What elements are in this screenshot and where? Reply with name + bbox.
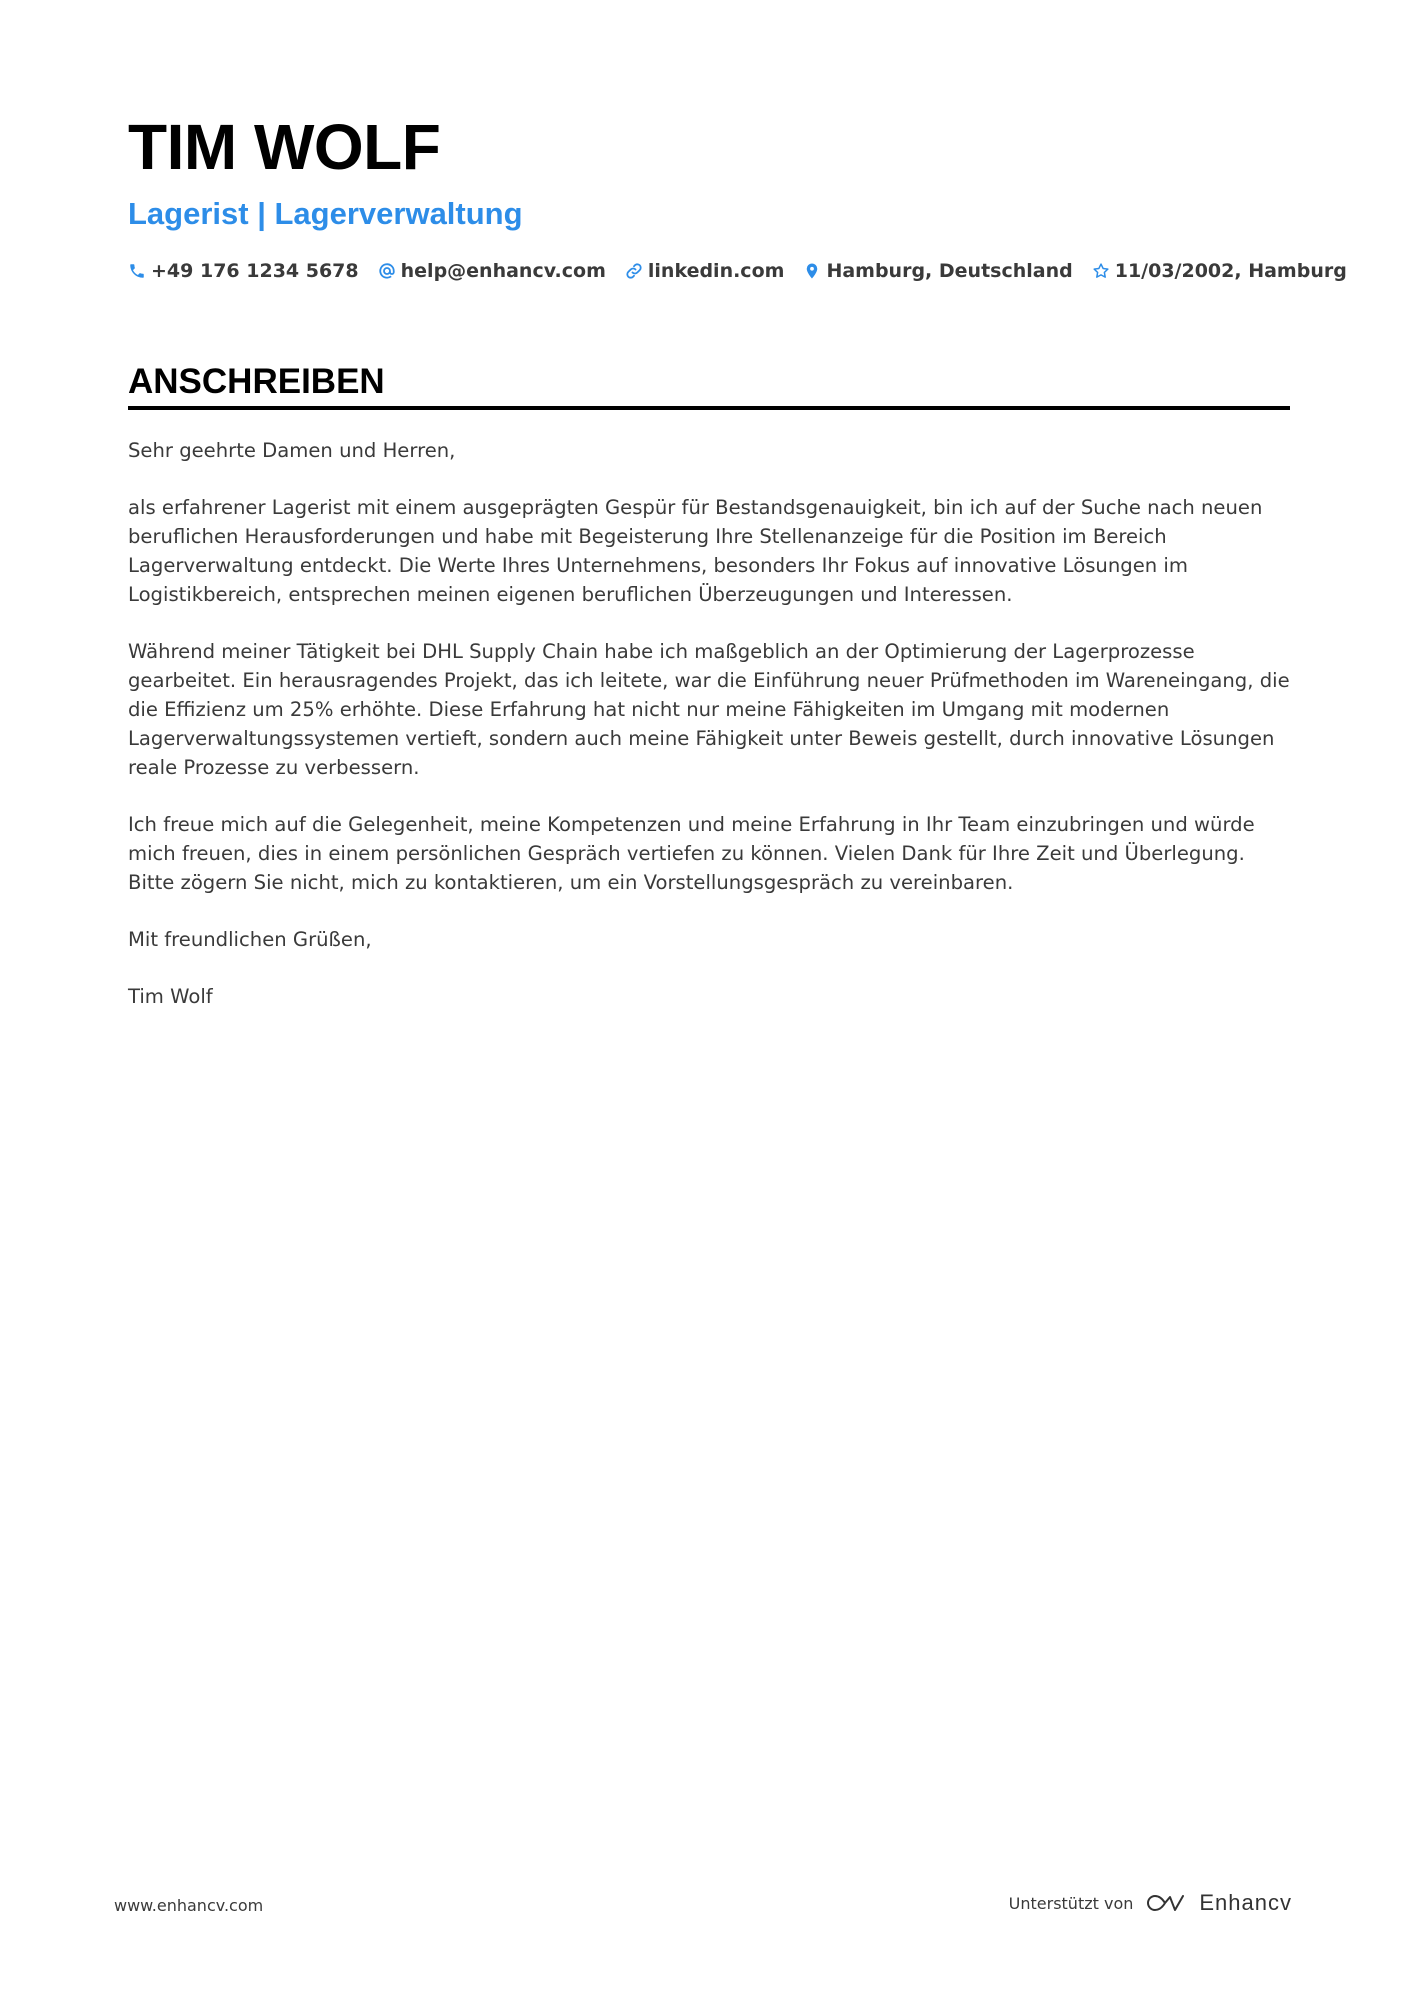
letter-paragraph: als erfahrener Lagerist mit einem ausgeprägten Gespür für Bestandsgenauigkeit, bin ich auf der Suche nach neuen beruflichen Herausforderungen und habe mit Begeisterung Ihre Stellenanzeige für die Position im Bereich Lagerverwaltung entdeckt. Die Werte Ihres Unternehmens, besonders Ihr Fokus auf innovative Lösungen im Logistikbereich, entsprechen meinen eigenen beruflichen Überzeugungen und Interessen.	[128, 496, 1263, 606]
enhancv-logo-icon	[1145, 1891, 1191, 1915]
contact-bar	[128, 260, 1347, 282]
contact-email-text: help@enhancv.com	[400, 260, 606, 282]
phone-icon	[128, 262, 146, 280]
letter-paragraph: Während meiner Tätigkeit bei DHL Supply Chain habe ich maßgeblich an der Optimierung der Lagerprozesse gearbeitet. Ein herausragendes Projekt, das ich leitete, war die Einführung neuer Prüfmethoden im Wareneingang, die die Effizienz um 25% erhöhte. Diese Erfahrung hat nicht nur meine Fähigkeiten im Umgang mit modernen Lagerverwaltungssystemen vertieft, sondern auch meine Fähigkeit unter Beweis gestellt, durch innovative Lösungen reale Prozesse zu verbessern.	[128, 640, 1290, 779]
contact-phone[interactable]	[128, 260, 359, 282]
candidate-name: TIM WOLF	[128, 111, 441, 183]
contact-location-text: Hamburg, Deutschland	[826, 260, 1073, 282]
footer-website[interactable]: www.enhancv.com	[114, 1896, 264, 1915]
contact-birth	[1092, 260, 1347, 282]
at-icon	[378, 262, 396, 280]
letter-paragraph: Ich freue mich auf die Gelegenheit, meine Kompetenzen und meine Erfahrung in Ihr Team einzubringen und würde mich freuen, dies in einem persönlichen Gespräch vertiefen zu können. Vielen Dank für Ihre Zeit und Überlegung. Bitte zögern Sie nicht, mich zu kontaktieren, um ein Vorstellungsgespräch zu vereinbaren.	[128, 813, 1255, 894]
resume-page	[128, 108, 1347, 1039]
letter-salutation: Sehr geehrte Damen und Herren,	[128, 439, 456, 462]
contact-location	[803, 260, 1072, 282]
link-icon	[625, 262, 643, 280]
brand-logo[interactable]	[1145, 1890, 1292, 1916]
section-title: ANSCHREIBEN	[128, 360, 1290, 410]
location-pin-icon	[803, 262, 821, 280]
letter-closing: Mit freundlichen Grüßen,	[128, 928, 372, 951]
job-title: Lagerist | Lagerverwaltung	[128, 196, 523, 231]
contact-phone-text: +49 176 1234 5678	[151, 260, 359, 282]
brand-name: Enhancv	[1199, 1890, 1292, 1915]
letter-signature: Tim Wolf	[128, 985, 213, 1008]
cover-letter-body	[128, 436, 1290, 1011]
contact-linkedin-text: linkedin.com	[647, 260, 785, 282]
contact-birth-text: 11/03/2002, Hamburg	[1114, 260, 1347, 282]
powered-by-label: Unterstützt von	[1008, 1893, 1134, 1913]
contact-email[interactable]	[378, 260, 606, 282]
contact-linkedin[interactable]	[625, 260, 785, 282]
star-icon	[1092, 262, 1110, 280]
footer-powered-by	[1009, 1890, 1292, 1916]
